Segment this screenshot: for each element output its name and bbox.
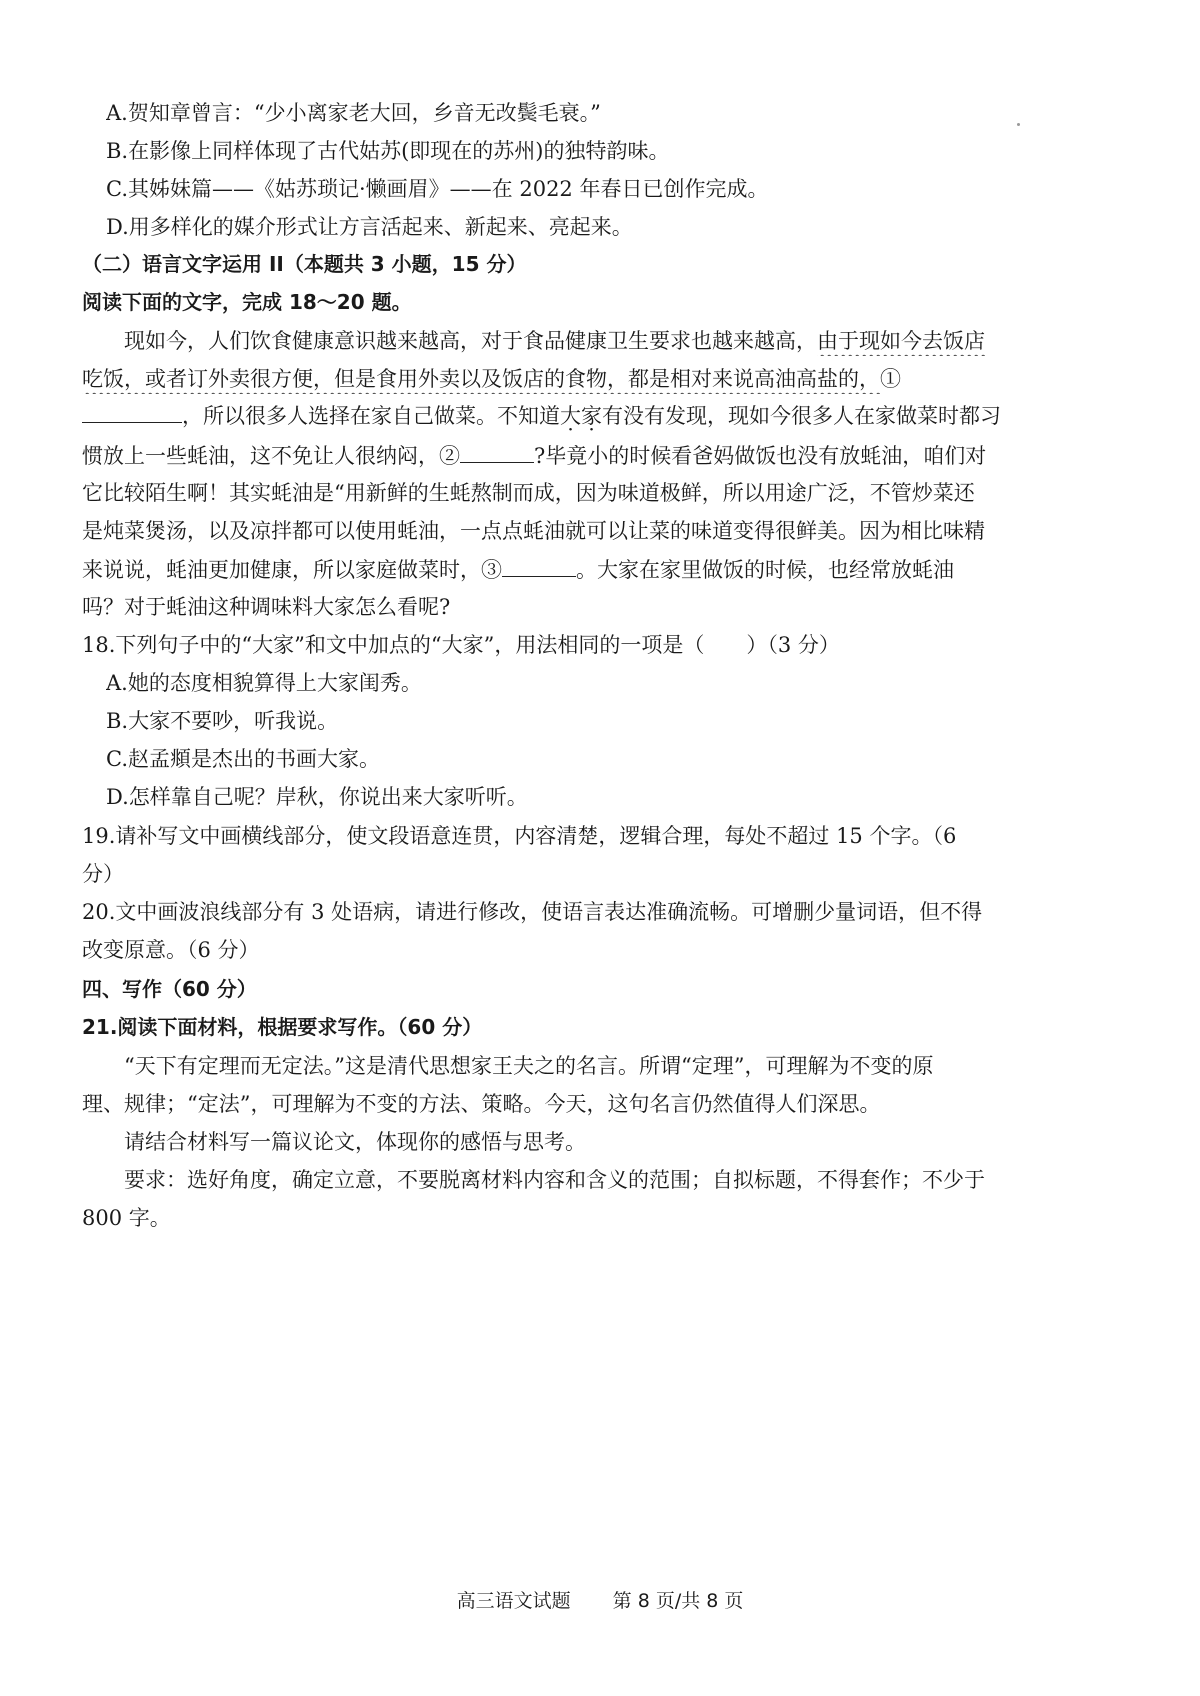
material-line-3: 请结合材料写一篇议论文，体现你的感悟与思考。 (124, 1130, 586, 1154)
passage-line-8: 吗？对于蚝油这种调味料大家怎么看呢? (82, 595, 451, 619)
passage-text: 惯放上一些蚝油，这不免让人很纳闷，② (82, 444, 460, 468)
question-20-line-2: 改变原意。（6 分） (82, 938, 260, 962)
passage-line-3 (82, 400, 1132, 440)
q18-option-c: C.赵孟頫是杰出的书画大家。 (106, 747, 380, 771)
question-20-line-1: 20.文中画波浪线部分有 3 处语病，请进行修改，使语言表达准确流畅。可增删少量词语，但不得 (82, 900, 983, 924)
passage-text: 现如今，人们饮食健康意识越来越高，对于食品健康卫生要求也越来越高， (124, 329, 817, 353)
section4-heading: 四、写作（60 分） (82, 977, 257, 1001)
passage-line-5: 它比较陌生啊！其实蚝油是“用新鲜的生蚝熬制而成，因为味道极鲜，所以用途广泛，不管炒菜还 (82, 481, 975, 505)
emphasis-dotted-char: 大 (560, 404, 581, 428)
section2-instruction: 阅读下面的文字，完成 18～20 题。 (82, 290, 412, 314)
wavy-underlined-text: 吃饭，或者订外卖很方便，但是食用外卖以及饭店的食物，都是相对来说高油高盐的， (82, 367, 880, 391)
passage-text: ，所以很多人选择在家自己做菜。不知道 (182, 404, 560, 428)
q18-option-b: B.大家不要吵，听我说。 (106, 709, 339, 733)
answer-blank-3[interactable] (502, 554, 576, 577)
passage-line-7 (82, 554, 1132, 585)
passage-line-4 (82, 440, 1132, 471)
material-line-1: “天下有定理而无定法。”这是清代思想家王夫之的名言。所谓“定理”，可理解为不变的原 (124, 1054, 934, 1078)
option-d-prev: D.用多样化的媒介形式让方言活起来、新起来、亮起来。 (106, 215, 633, 239)
q18-option-d: D.怎样靠自己呢？岸秋，你说出来大家听听。 (106, 785, 528, 809)
blank-marker-1: ① (880, 367, 901, 391)
passage-text: 。大家在家里做饭的时候，也经常放蚝油 (576, 558, 954, 582)
passage-text: 来说说，蚝油更加健康，所以家庭做菜时，③ (82, 558, 502, 582)
material-line-2: 理、规律；“定法”，可理解为不变的方法、策略。今天，这句名言仍然值得人们深思。 (82, 1092, 881, 1116)
question-19-line-2: 分） (82, 862, 124, 886)
passage-line-2 (82, 364, 1132, 394)
passage-text: ?毕竟小的时候看爸妈做饭也没有放蚝油，咱们对 (534, 444, 987, 468)
material-line-4: 要求：选好角度，确定立意，不要脱离材料内容和含义的范围；自拟标题，不得套作；不少于 (124, 1168, 985, 1192)
material-line-5: 800 字。 (82, 1206, 171, 1230)
passage-text: 有没有发现，现如今很多人在家做菜时都习 (602, 404, 1001, 428)
page-footer (0, 1586, 1200, 1613)
option-a-prev: A.贺知章曾言：“少小离家老大回，乡音无改鬓毛衰。” (106, 101, 601, 125)
answer-blank-2[interactable] (460, 440, 534, 463)
question-21-heading: 21.阅读下面材料，根据要求写作。（60 分） (82, 1015, 483, 1039)
section2-heading: （二）语言文字运用 II（本题共 3 小题，15 分） (82, 252, 527, 276)
question-18-stem: 18.下列句子中的“大家”和文中加点的“大家”，用法相同的一项是（ ）（3 分） (82, 633, 840, 657)
emphasis-dotted-char: 家 (581, 404, 602, 428)
option-b-prev: B.在影像上同样体现了古代姑苏(即现在的苏州)的独特韵味。 (106, 139, 670, 163)
footer-page-number: 第 8 页/共 8 页 (612, 1590, 744, 1612)
footer-exam-title: 高三语文试题 (456, 1590, 571, 1612)
wavy-underlined-text: 由于现如今去饭店 (817, 329, 985, 353)
question-19-line-1: 19.请补写文中画横线部分，使文段语意连贯，内容清楚，逻辑合理，每处不超过 15 个字。（6 (82, 824, 957, 848)
passage-line-1 (82, 326, 1132, 356)
answer-blank-1[interactable] (82, 400, 182, 423)
passage-line-6: 是炖菜煲汤，以及凉拌都可以使用蚝油，一点点蚝油就可以让菜的味道变得很鲜美。因为相比味精 (82, 519, 985, 543)
option-c-prev: C.其姊妹篇——《姑苏琐记·懒画眉》——在 2022 年春日已创作完成。 (106, 177, 769, 201)
q18-option-a: A.她的态度相貌算得上大家闺秀。 (106, 671, 422, 695)
